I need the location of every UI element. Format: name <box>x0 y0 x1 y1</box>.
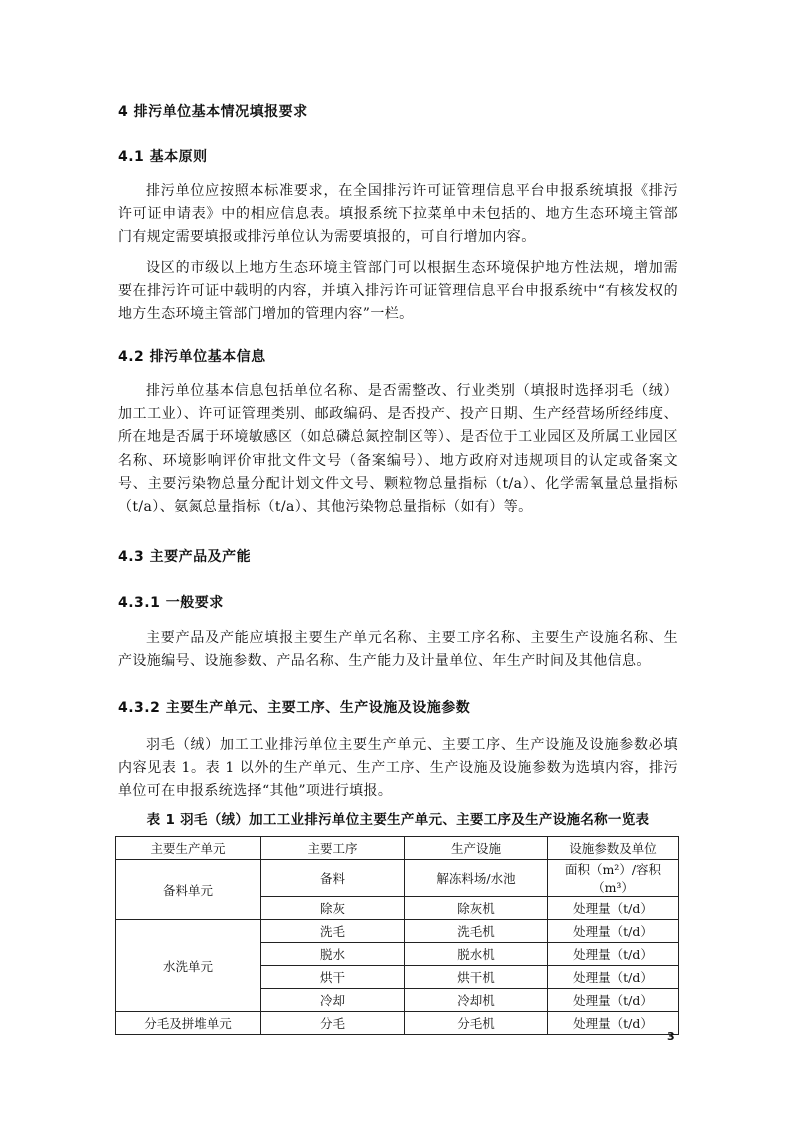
param-cell: 处理量（t/d） <box>548 897 679 920</box>
table-row <box>116 920 679 943</box>
section-4-1-paragraph-2: 设区的市级以上地方生态环境主管部门可以根据生态环境保护地方性法规，增加需要在排污许可证中载明的内容，并填入排污许可证管理信息平台申报系统中“有核发权的地方生态环境主管部门增加的管理内容”一栏。 <box>118 260 678 323</box>
facility-cell: 洗毛机 <box>405 920 548 943</box>
facility-cell: 冷却机 <box>405 989 548 1012</box>
facility-cell: 烘干机 <box>405 966 548 989</box>
section-4-1-heading: 4.1 基本原则 <box>118 149 208 165</box>
page-number: 3 <box>667 1030 675 1043</box>
section-4-3-heading: 4.3 主要产品及产能 <box>118 549 252 565</box>
section-4-3-2-heading: 4.3.2 主要生产单元、主要工序、生产设施及设施参数 <box>118 700 471 716</box>
unit-cell: 备料单元 <box>116 860 261 920</box>
facility-cell: 脱水机 <box>405 943 548 966</box>
section-4-3-1-paragraph: 主要产品及产能应填报主要生产单元名称、主要工序名称、主要生产设施名称、生产设施编号、设施参数、产品名称、生产能力及计量单位、年生产时间及其他信息。 <box>118 630 678 670</box>
process-cell: 备料 <box>261 860 405 897</box>
section-4-heading: 4 排污单位基本情况填报要求 <box>118 104 308 120</box>
param-cell: 处理量（t/d） <box>548 1012 679 1035</box>
table-header-row <box>116 837 679 860</box>
header-unit: 主要生产单元 <box>116 837 261 860</box>
unit-cell: 水洗单元 <box>116 920 261 1012</box>
facility-cell: 除灰机 <box>405 897 548 920</box>
section-4-1-paragraph-1: 排污单位应按照本标准要求，在全国排污许可证管理信息平台申报系统填报《排污许可证申请表》中的相应信息表。填报系统下拉菜单中未包括的、地方生态环境主管部门有规定需要填报或排污单位认为需要填报的，可自行增加内容。 <box>118 183 678 246</box>
header-facility: 生产设施 <box>405 837 548 860</box>
process-cell: 烘干 <box>261 966 405 989</box>
table-row <box>116 860 679 897</box>
section-4-2-heading: 4.2 排污单位基本信息 <box>118 349 266 365</box>
param-cell: 处理量（t/d） <box>548 920 679 943</box>
param-cell: 处理量（t/d） <box>548 966 679 989</box>
header-param: 设施参数及单位 <box>548 837 679 860</box>
param-cell: 处理量（t/d） <box>548 989 679 1012</box>
table-caption: 表 1 羽毛（绒）加工工业排污单位主要生产单元、主要工序及生产设施名称一览表 <box>146 812 650 828</box>
section-4-2-paragraph: 排污单位基本信息包括单位名称、是否需整改、行业类别（填报时选择羽毛（绒）加工工业）、许可证管理类别、邮政编码、是否投产、投产日期、生产经营场所经纬度、所在地是否属于环境敏感区（如总磷总氮控制区等）、是否位于工业园区及所属工业园区名称、环境影响评价审批文件文号（备案编号）、地方政府对违规项目的认定或备案文号、主要污染物总量分配计划文件文号、颗粒物总量指标（t/a）、化学需氧量总量指标（t/a）、氨氮总量指标（t/a）、其他污染物总量指标（如有）等。 <box>118 383 678 516</box>
param-cell: 处理量（t/d） <box>548 943 679 966</box>
table-row <box>116 1012 679 1035</box>
facility-table <box>115 836 679 1035</box>
param-cell: 面积（m²）/容积（m³） <box>548 860 679 897</box>
unit-cell: 分毛及拼堆单元 <box>116 1012 261 1035</box>
process-cell: 分毛 <box>261 1012 405 1035</box>
facility-cell: 解冻料场/水池 <box>405 860 548 897</box>
section-4-3-2-paragraph: 羽毛（绒）加工工业排污单位主要生产单元、主要工序、生产设施及设施参数必填内容见表 1。表 1 以外的生产单元、生产工序、生产设施及设施参数为选填内容，排污单位可在申报系统选择“其他”项进行填报。 <box>118 737 678 800</box>
facility-cell: 分毛机 <box>405 1012 548 1035</box>
process-cell: 冷却 <box>261 989 405 1012</box>
process-cell: 洗毛 <box>261 920 405 943</box>
process-cell: 除灰 <box>261 897 405 920</box>
header-process: 主要工序 <box>261 837 405 860</box>
section-4-3-1-heading: 4.3.1 一般要求 <box>118 595 224 611</box>
process-cell: 脱水 <box>261 943 405 966</box>
